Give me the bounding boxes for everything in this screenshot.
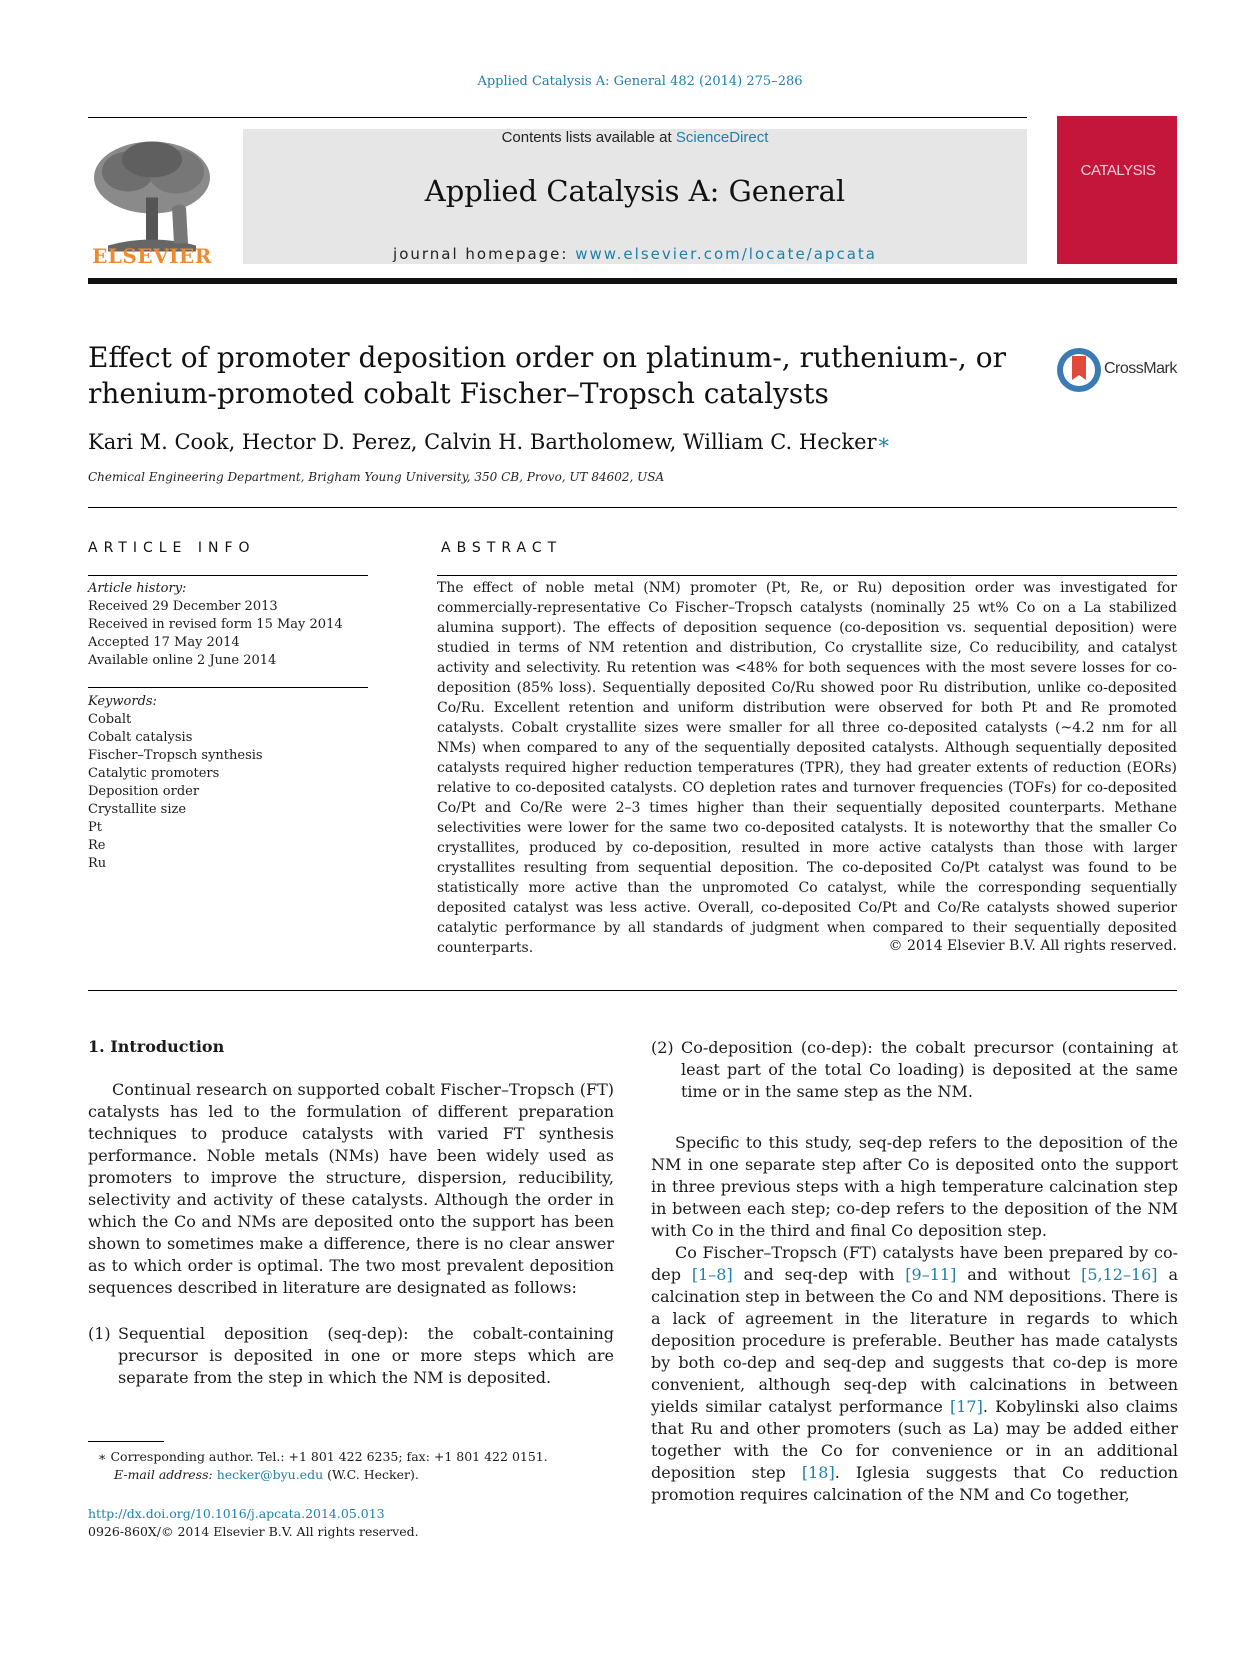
history-label: Article history: <box>88 581 187 596</box>
reference-link[interactable]: [17] <box>950 1397 983 1416</box>
history-entry: Accepted 17 May 2014 <box>88 635 240 650</box>
crossmark-label[interactable]: CrossMark <box>1104 360 1177 377</box>
reference-link[interactable]: [5,12–16] <box>1081 1265 1158 1284</box>
contents-line: Contents lists available at ScienceDirect <box>501 129 769 146</box>
divider <box>88 990 1177 991</box>
abstract-copyright: © 2014 Elsevier B.V. All rights reserved. <box>888 938 1177 954</box>
reference-link[interactable]: [9–11] <box>905 1265 957 1284</box>
reference-link[interactable]: [1–8] <box>691 1265 733 1284</box>
list-item <box>88 1323 614 1389</box>
journal-citation[interactable]: Applied Catalysis A: General 482 (2014) 275–286 <box>477 74 803 89</box>
body-column-left <box>88 1079 614 1389</box>
footnote-rule <box>88 1441 164 1442</box>
issn-line: 0926-860X/© 2014 Elsevier B.V. All rights reserved. <box>88 1524 419 1539</box>
homepage-link[interactable]: www.elsevier.com/locate/apcata <box>575 245 877 263</box>
doi-block <box>88 1505 628 1541</box>
paragraph: Co Fischer–Tropsch (FT) catalysts have been prepared by co-dep [1–8] and seq-dep with [9–11] and without [5,12–16] a calcination step in between the Co and NM depositions. There is a lack of agreement in the literature in regards to which deposition procedure is preferable. Beuther has made catalysts by both co-dep and seq-dep and suggests that co-dep is more convenient, although seq-dep with calcinations in between yields similar catalyst performance [17]. Kobylinski also claims that Ru and other promoters (such as La) may be added either together with the Co for convenience or in an additional deposition step [18]. Iglesia suggests that Co reduction promotion requires calcination of the NM and Co together, <box>651 1243 1179 1504</box>
reference-link[interactable]: [18] <box>801 1463 835 1482</box>
keyword: Deposition order <box>88 784 200 799</box>
keyword: Crystallite size <box>88 802 187 817</box>
paragraph: Specific to this study, seq-dep refers to the deposition of the NM in one separate step after Co is deposited onto the support in three previous steps with a high temperature calcination step in between each step; co-dep refers to the deposition of the NM with Co in the third and final Co deposition step. <box>651 1133 1178 1240</box>
journal-title: Applied Catalysis A: General <box>424 174 846 208</box>
keyword: Pt <box>88 820 102 835</box>
divider <box>437 575 1177 576</box>
keywords <box>88 693 368 873</box>
divider <box>88 507 1177 508</box>
journal-cover-image[interactable] <box>1057 116 1177 264</box>
list-item <box>651 1037 1178 1103</box>
affiliation: Chemical Engineering Department, Brigham Young University, 350 CB, Provo, UT 84602, USA <box>88 470 665 484</box>
footnote: ∗ Corresponding author. Tel.: +1 801 422 6235; fax: +1 801 422 0151. E-mail address: hecker@byu.edu (W.C. Hecker). <box>98 1449 548 1482</box>
article-info-heading: ARTICLE INFO <box>88 540 256 556</box>
email-link[interactable]: hecker@byu.edu <box>216 1467 324 1482</box>
history-entry: Available online 2 June 2014 <box>88 653 277 668</box>
journal-homepage: journal homepage: www.elsevier.com/locate/apcata <box>393 245 877 263</box>
keyword: Ru <box>88 856 107 871</box>
keyword: Cobalt <box>88 712 132 727</box>
corresponding-author-mark[interactable]: ∗ <box>876 430 891 454</box>
abstract-text: The effect of noble metal (NM) promoter (Pt, Re, or Ru) deposition order was investigated for commercially-representative Co Fischer–Tropsch catalysts (nominally 25 wt% Co on a La stabilized alumina support). The effects of deposition sequence (co-deposition vs. sequential deposition) were studied in terms of NM retention and distribution, Co crystallite size, Co reducibility, and catalyst activity and selectivity. Ru retention was <48% for both sequences with the most severe losses for co-deposition (85% loss). Sequentially deposited Co/Ru showed poor Ru distribution, unlike co-deposited Co/Ru. Excellent retention and uniform distribution were observed for both Pt and Re promoted catalysts. Cobalt crystallite sizes were smaller for all three co-deposited catalysts (~4.2 nm for all NMs) when compared to any of the sequentially deposited catalysts. Although sequentially deposited catalysts required higher reduction temperatures (TPR), they had greater extents of reduction (EORs) relative to co-deposited catalysts. CO depletion rates and turnover frequencies (TOFs) for co-deposited Co/Pt and Co/Re were 2–3 times higher than their sequentially deposited counterparts. Methane selectivities were lower for the same two co-deposited catalysts. It is noteworthy that the smaller Co crystallites, produced by co-deposition, resulted in more active catalysts than those with larger crystallites resulting from sequential deposition. The co-deposited Co/Pt catalyst was found to be statistically more active than the unpromoted Co catalyst, while the corresponding sequentially deposited catalyst was less active. Overall, co-deposited Co/Pt and Co/Re catalysts showed superior catalytic performance by all standards of judgment when compared to their sequentially deposited counterparts. <box>437 580 1177 956</box>
keyword: Catalytic promoters <box>88 766 220 781</box>
divider <box>88 575 368 576</box>
top-rule <box>88 117 1027 118</box>
header-thick-rule <box>88 278 1177 284</box>
list-number: (2) <box>651 1038 674 1057</box>
list-number: (1) <box>88 1324 111 1343</box>
keyword: Cobalt catalysis <box>88 730 193 745</box>
author-list: Kari M. Cook, Hector D. Perez, Calvin H. Bartholomew, William C. Hecker∗ <box>88 430 891 454</box>
keyword: Re <box>88 838 106 853</box>
divider <box>88 687 368 688</box>
history-entry: Received in revised form 15 May 2014 <box>88 617 343 632</box>
publisher-name: ELSEVIER <box>92 244 212 268</box>
journal-cover-text: CATALYSIS <box>1080 162 1156 179</box>
paragraph: Continual research on supported cobalt Fischer–Tropsch (FT) catalysts has led to the formulation of different preparation techniques to produce catalysts with varied FT synthesis performance. Noble metals (NMs) have been widely used as promoters to improve the structure, dispersion, reducibility, selectivity and activity of these catalysts. Although the order in which the Co and NMs are deposited onto the support has been shown to sometimes make a difference, there is no clear answer as to which order is optimal. The two most prevalent deposition sequences described in literature are designated as follows: <box>88 1080 614 1297</box>
list-text: Sequential deposition (seq-dep): the cobalt-containing precursor is deposited in one or more steps which are separate from the step in which the NM is deposited. <box>118 1324 614 1387</box>
article-title: Effect of promoter deposition order on platinum-, ruthenium-, or rhenium-promoted cobalt Fischer–Tropsch catalysts <box>88 341 1006 410</box>
list-text: Co-deposition (co-dep): the cobalt precursor (containing at least part of the total Co loading) is deposited at the same time or in the same step as the NM. <box>681 1038 1178 1101</box>
body-column-right <box>651 1037 1178 1506</box>
keywords-label: Keywords: <box>88 694 157 709</box>
history-entry: Received 29 December 2013 <box>88 599 278 614</box>
sciencedirect-link[interactable]: ScienceDirect <box>675 129 769 146</box>
article-history <box>88 580 368 670</box>
doi-link[interactable]: http://dx.doi.org/10.1016/j.apcata.2014.05.013 <box>88 1506 385 1521</box>
abstract-heading: ABSTRACT <box>441 540 563 556</box>
keyword: Fischer–Tropsch synthesis <box>88 748 263 763</box>
section-heading-introduction: 1. Introduction <box>88 1037 225 1056</box>
